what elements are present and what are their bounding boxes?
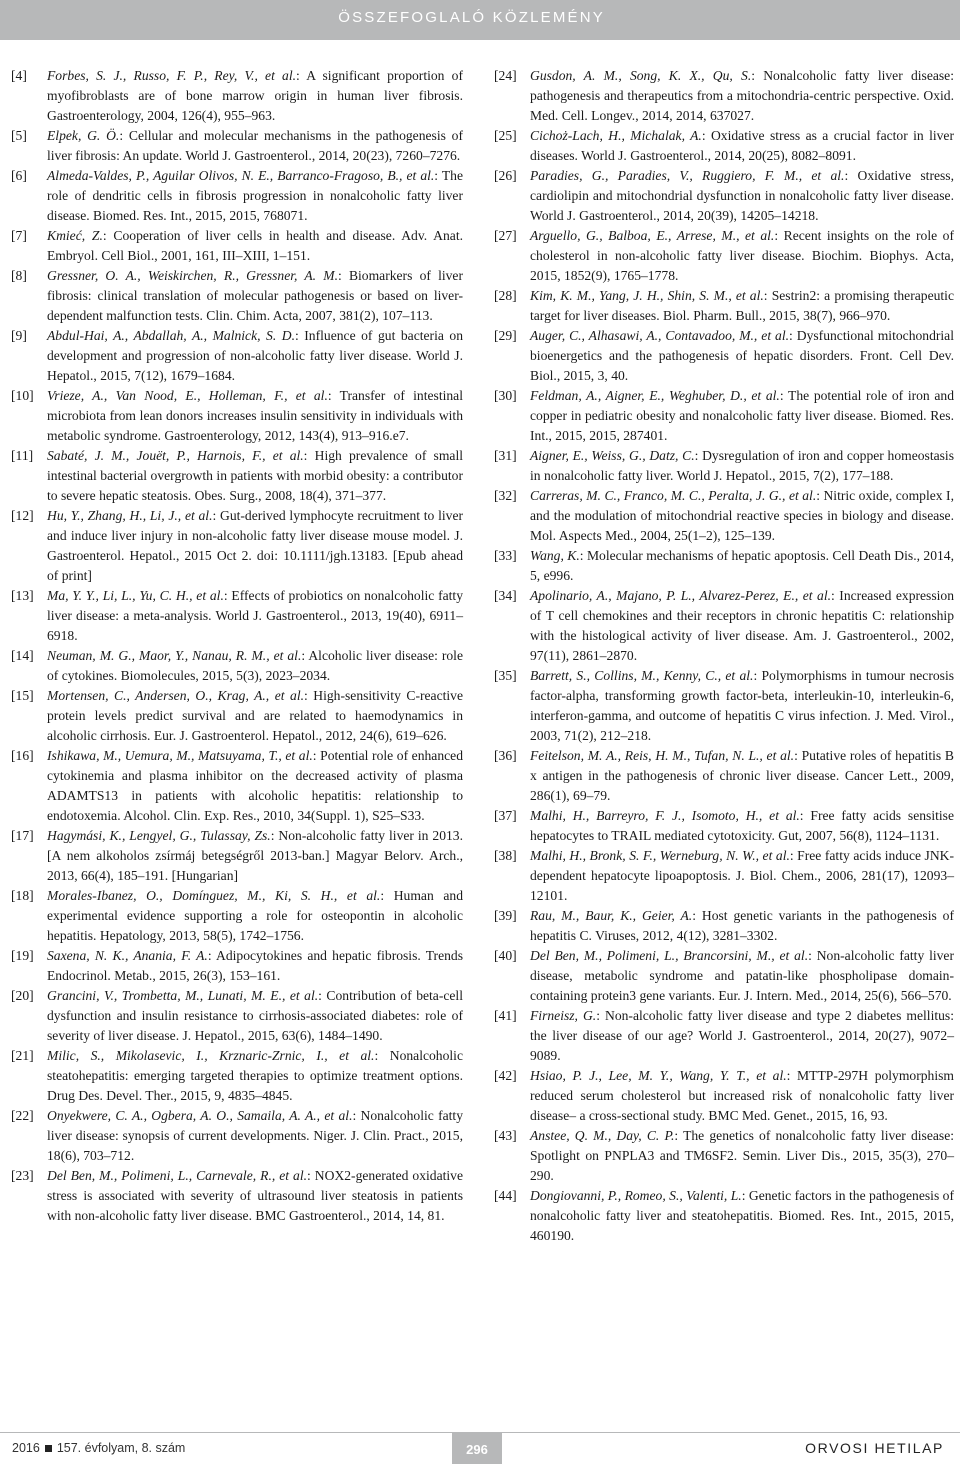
- reference-number: [38]: [494, 848, 517, 863]
- reference-number: [18]: [11, 888, 34, 903]
- reference-text: : Gut-derived lymphocyte recruitment to liver and induce liver injury in non-alcoholic fatty liver disease mouse model. J. Gastroenterol. Hepatol., 2015 Oct 2. doi: 10.1111/jgh.13183. [Epub ahead of print]: [47, 508, 463, 583]
- reference-text: : High-sensitivity C-reactive protein levels predict survival and are related to haemodynamics in alcoholic cirrhosis. Eur. J. Gastroenterol. Hepatol., 2012, 24(6), 619–626.: [47, 688, 463, 743]
- reference-item: [494, 166, 954, 226]
- reference-item: [494, 846, 954, 906]
- footer-issue: 157. évfolyam, 8. szám: [56, 1441, 186, 1455]
- reference-number: [43]: [494, 1128, 517, 1143]
- reference-number: [22]: [11, 1108, 34, 1123]
- reference-item: [11, 886, 463, 946]
- reference-authors: Almeda-Valdes, P., Aguilar Olivos, N. E., Barranco-Fragoso, B., et al.: [47, 168, 435, 183]
- reference-authors: Malhi, H., Barreyro, F. J., Isomoto, H., et al.: [530, 808, 800, 823]
- reference-text: : Potential role of enhanced cytokinemia and plasma inhibitor on the decreased activity of plasma ADAMTS13 in patients with alcoholic hepatitis: relationship to endotoxemia. Alcohol. Clin. Exp. Res., 2010, 34(Suppl. 1), S25–S33.: [47, 748, 464, 823]
- reference-item: [11, 1166, 463, 1226]
- reference-number: [19]: [11, 948, 34, 963]
- reference-number: [33]: [494, 548, 517, 563]
- reference-text: : Polymorphisms in tumour necrosis factor-alpha, transforming growth factor-beta, interleukin-10, interleukin-6, interferon-gamma, and outcome of hepatitis C virus infection. J. Med. Virol., 2003, 71(2), 212–218.: [530, 668, 955, 743]
- reference-number: [8]: [11, 268, 27, 283]
- reference-text: : Increased expression of T cell chemokines and their receptors in chronic hepatitis C: relationship with the histological activity of liver disease. Am. J. Gastroenterol., 2002, 97(11), 2861–2870.: [530, 588, 954, 663]
- reference-authors: Cichoż-Lach, H., Michalak, A.: [530, 128, 702, 143]
- reference-item: [494, 806, 954, 846]
- reference-authors: Grancini, V., Trombetta, M., Lunati, M. E., et al.: [47, 988, 319, 1003]
- reference-authors: Ishikawa, M., Uemura, M., Matsuyama, T., et al.: [47, 748, 313, 763]
- reference-text: : Dysfunctional mitochondrial bioenergetics and the pathogenesis of hepatic disorders. Front. Cell Dev. Biol., 2015, 3, 40.: [530, 328, 954, 383]
- section-header-band: [0, 0, 960, 40]
- reference-authors: Anstee, Q. M., Day, C. P.: [530, 1128, 675, 1143]
- reference-number: [40]: [494, 948, 517, 963]
- reference-number: [21]: [11, 1048, 34, 1063]
- reference-text: : The potential role of iron and copper in pediatric obesity and nonalcoholic fatty liver disease. Biomed. Res. Int., 2015, 2015, 287401.: [530, 388, 955, 443]
- reference-item: [11, 686, 463, 746]
- reference-item: [494, 1006, 954, 1066]
- reference-text: : Non-alcoholic fatty liver disease and type 2 diabetes mellitus: the liver disease of our age? World J. Gastroenterol., 2014, 20(27), 9072–9089.: [530, 1008, 954, 1063]
- reference-authors: Mortensen, C., Andersen, O., Krag, A., et al.: [47, 688, 304, 703]
- reference-number: [14]: [11, 648, 34, 663]
- reference-text: : The genetics of nonalcoholic fatty liver disease: Spotlight on PNPLA3 and TM6SF2. Semin. Liver Dis., 2015, 35(3), 270–290.: [530, 1128, 955, 1183]
- reference-text: : Free fatty acids induce JNK-dependent hepatocyte lipoapoptosis. J. Biol. Chem., 2006, 281(17), 12093–12101.: [530, 848, 955, 903]
- reference-text: : Oxidative stress as a crucial factor in liver diseases. World J. Gastroenterol., 2014, 20(25), 8082–8091.: [530, 128, 954, 163]
- reference-authors: Gressner, O. A., Weiskirchen, R., Gressner, A. M.: [47, 268, 338, 283]
- reference-item: [11, 226, 463, 266]
- reference-authors: Rau, M., Baur, K., Geier, A.: [530, 908, 693, 923]
- reference-text: : Dysregulation of iron and copper homeostasis in nonalcoholic fatty liver. World J. Hepatol., 2015, 7(2), 177–188.: [530, 448, 954, 483]
- reference-authors: Abdul-Hai, A., Abdallah, A., Malnick, S. D.: [47, 328, 295, 343]
- reference-text: : Nitric oxide, complex I, and the modulation of mitochondrial reactive species in biology and disease. Mol. Aspects Med., 2004, 25(1–2), 125–139.: [530, 488, 954, 543]
- reference-item: [494, 126, 954, 166]
- reference-number: [15]: [11, 688, 34, 703]
- reference-authors: Kim, K. M., Yang, J. H., Shin, S. M., et al.: [530, 288, 764, 303]
- reference-text: : Host genetic variants in the pathogenesis of hepatitis C. Viruses, 2012, 4(12), 3281–3302.: [530, 908, 955, 943]
- reference-text: : Nonalcoholic steatohepatitis: emerging targeted therapies to optimize treatment options. Drug Des. Devel. Ther., 2015, 9, 4835–4845.: [47, 1048, 463, 1103]
- reference-text: : Free fatty acids sensitise hepatocytes to TRAIL mediated cytotoxicity. Gut, 2007, 56(8), 1124–1131.: [530, 808, 954, 843]
- reference-text: : Oxidative stress, cardiolipin and mitochondrial dysfunction in nonalcoholic fatty liver disease. World J. Gastroenterol., 2014, 20(39), 14205–14218.: [530, 168, 954, 223]
- section-title: ÖSSZEFOGLALÓ KÖZLEMÉNY: [338, 9, 605, 26]
- reference-text: : Alcoholic liver disease: role of cytokines. Biomolecules, 2015, 5(3), 2023–2034.: [47, 648, 463, 683]
- reference-number: [35]: [494, 668, 517, 683]
- reference-number: [16]: [11, 748, 34, 763]
- reference-item: [11, 986, 463, 1046]
- reference-text: : Cooperation of liver cells in health and disease. Adv. Anat. Embryol. Cell Biol., 2001, 161, III–XIII, 1–151.: [47, 228, 464, 263]
- page-footer: [0, 1432, 960, 1462]
- page-number: 296: [452, 1432, 502, 1464]
- reference-item: [11, 946, 463, 986]
- reference-authors: Neuman, M. G., Maor, Y., Nanau, R. M., et al.: [47, 648, 302, 663]
- reference-item: [11, 646, 463, 686]
- reference-text: : Transfer of intestinal microbiota from lean donors increases insulin sensitivity in individuals with metabolic syndrome. Gastroenterology, 2012, 143(4), 913–916.e7.: [47, 388, 463, 443]
- reference-item: [494, 326, 954, 386]
- reference-authors: Del Ben, M., Polimeni, L., Brancorsini, M., et al.: [530, 948, 809, 963]
- reference-number: [34]: [494, 588, 517, 603]
- reference-text: : Adipocytokines and hepatic fibrosis. Trends Endocrinol. Metab., 2015, 26(3), 153–161.: [47, 948, 463, 983]
- reference-number: [5]: [11, 128, 27, 143]
- reference-item: [11, 506, 463, 586]
- reference-authors: Onyekwere, C. A., Ogbera, A. O., Samaila, A. A., et al.: [47, 1108, 353, 1123]
- reference-text: : Biomarkers of liver fibrosis: clinical translation of molecular pathogenesis or based on liver-dependent malfunction tests. Clin. Chim. Acta, 2007, 381(2), 107–113.: [47, 268, 463, 323]
- reference-authors: Hsiao, P. J., Lee, M. Y., Wang, Y. T., et al.: [530, 1068, 787, 1083]
- reference-authors: Aigner, E., Weiss, G., Datz, C.: [530, 448, 695, 463]
- reference-number: [42]: [494, 1068, 517, 1083]
- reference-text: : Nonalcoholic fatty liver disease: synopsis of current developments. Niger. J. Clin. Pract., 2015, 18(6), 703–712.: [47, 1108, 464, 1163]
- reference-number: [29]: [494, 328, 517, 343]
- reference-authors: Hu, Y., Zhang, H., Li, J., et al.: [47, 508, 213, 523]
- reference-number: [6]: [11, 168, 27, 183]
- reference-authors: Sabaté, J. M., Jouët, P., Harnois, F., et al.: [47, 448, 304, 463]
- reference-number: [9]: [11, 328, 27, 343]
- reference-authors: Gusdon, A. M., Song, K. X., Qu, S.: [530, 68, 752, 83]
- reference-item: [494, 286, 954, 326]
- reference-number: [7]: [11, 228, 27, 243]
- reference-authors: Wang, K.: [530, 548, 580, 563]
- reference-text: : Cellular and molecular mechanisms in the pathogenesis of liver fibrosis: An update. World J. Gastroenterol., 2014, 20(23), 7260–7276.: [47, 128, 463, 163]
- reference-authors: Del Ben, M., Polimeni, L., Carnevale, R., et al.: [47, 1168, 308, 1183]
- reference-authors: Arguello, G., Balboa, E., Arrese, M., et al.: [530, 228, 775, 243]
- reference-number: [27]: [494, 228, 517, 243]
- reference-item: [11, 166, 463, 226]
- reference-item: [11, 746, 463, 826]
- reference-authors: Malhi, H., Bronk, S. F., Werneburg, N. W., et al.: [530, 848, 790, 863]
- reference-item: [494, 586, 954, 666]
- reference-authors: Morales-Ibanez, O., Domínguez, M., Ki, S. H., et al.: [47, 888, 381, 903]
- reference-number: [12]: [11, 508, 34, 523]
- reference-authors: Paradies, G., Paradies, V., Ruggiero, F. M., et al.: [530, 168, 845, 183]
- reference-text: : NOX2-generated oxidative stress is associated with severity of ultrasound liver steatosis in patients with non-alcoholic fatty liver disease. BMC Gastroenterol., 2014, 14, 81.: [47, 1168, 463, 1223]
- reference-authors: Milic, S., Mikolasevic, I., Krznaric-Zrnic, I., et al.: [47, 1048, 375, 1063]
- reference-number: [39]: [494, 908, 517, 923]
- reference-authors: Auger, C., Alhasawi, A., Contavadoo, M., et al.: [530, 328, 790, 343]
- reference-item: [494, 1066, 954, 1126]
- reference-number: [10]: [11, 388, 34, 403]
- reference-text: : A significant proportion of myofibroblasts are of bone marrow origin in human liver fibrosis. Gastroenterology, 2004, 126(4), 955–963.: [47, 68, 464, 123]
- reference-authors: Elpek, G. Ö.: [47, 128, 120, 143]
- reference-text: : Human and experimental evidence supporting a role for osteopontin in alcoholic hepatitis. Hepatology, 2013, 58(5), 1742–1756.: [47, 888, 463, 943]
- reference-item: [494, 1126, 954, 1186]
- references-right-column: [494, 66, 954, 1246]
- reference-authors: Vrieze, A., Van Nood, E., Holleman, F., et al.: [47, 388, 328, 403]
- reference-number: [20]: [11, 988, 34, 1003]
- reference-number: [13]: [11, 588, 34, 603]
- reference-number: [4]: [11, 68, 27, 83]
- reference-number: [17]: [11, 828, 34, 843]
- reference-text: : Genetic factors in the pathogenesis of nonalcoholic fatty liver and steatohepatitis. Biomed. Res. Int., 2015, 2015, 460190.: [530, 1188, 954, 1243]
- reference-authors: Carreras, M. C., Franco, M. C., Peralta, J. G., et al.: [530, 488, 817, 503]
- issue-info: [12, 1441, 185, 1455]
- reference-number: [28]: [494, 288, 517, 303]
- reference-number: [25]: [494, 128, 517, 143]
- reference-text: : The role of dendritic cells in fibrosis progression in nonalcoholic fatty liver disease. Biomed. Res. Int., 2015, 2015, 768071.: [47, 168, 463, 223]
- reference-authors: Forbes, S. J., Russo, F. P., Rey, V., et al.: [47, 68, 297, 83]
- reference-text: : MTTP-297H polymorphism reduced serum cholesterol but increased risk of nonalcoholic fatty liver disease– a cross-sectional study. BMC Med. Genet., 2015, 16, 93.: [530, 1068, 954, 1123]
- reference-text: : Influence of gut bacteria on development and progression of non-alcoholic fatty liver disease. World J. Hepatol., 2015, 7(12), 1679–1684.: [47, 328, 463, 383]
- reference-item: [494, 386, 954, 446]
- reference-text: : High prevalence of small intestinal bacterial overgrowth in patients with morbid obesity: a contributor to severe hepatic steatosis. Obes. Surg., 2008, 18(4), 371–377.: [47, 448, 463, 503]
- reference-authors: Ma, Y. Y., Li, L., Yu, C. H., et al.: [47, 588, 224, 603]
- reference-authors: Dongiovanni, P., Romeo, S., Valenti, L.: [530, 1188, 742, 1203]
- reference-item: [11, 446, 463, 506]
- reference-item: [11, 66, 463, 126]
- reference-number: [44]: [494, 1188, 517, 1203]
- reference-item: [11, 126, 463, 166]
- reference-number: [26]: [494, 168, 517, 183]
- reference-item: [494, 746, 954, 806]
- reference-number: [32]: [494, 488, 517, 503]
- reference-authors: Feldman, A., Aigner, E., Weghuber, D., et al.: [530, 388, 780, 403]
- reference-authors: Firneisz, G.: [530, 1008, 597, 1023]
- reference-item: [494, 1186, 954, 1246]
- reference-authors: Feitelson, M. A., Reis, H. M., Tufan, N. L., et al.: [530, 748, 795, 763]
- reference-text: : Non-alcoholic fatty liver disease, metabolic syndrome and patatin-like phospholipase domain-containing protein3 gene variants. Eur. J. Intern. Med., 2014, 25(6), 566–570.: [530, 948, 954, 1003]
- reference-authors: Barrett, S., Collins, M., Kenny, C., et al.: [530, 668, 754, 683]
- reference-authors: Apolinario, A., Majano, P. L., Alvarez-Perez, E., et al.: [530, 588, 832, 603]
- reference-number: [41]: [494, 1008, 517, 1023]
- reference-item: [494, 666, 954, 746]
- reference-item: [494, 486, 954, 546]
- reference-item: [494, 66, 954, 126]
- reference-text: : Recent insights on the role of cholesterol in non-alcoholic fatty liver disease. Biochim. Biophys. Acta, 2015, 1852(9), 1765–1778.: [530, 228, 954, 283]
- reference-number: [36]: [494, 748, 517, 763]
- reference-text: : Non-alcoholic fatty liver in 2013. [A nem alkoholos zsírmáj betegségről 2013-ban.] Magyar Belorv. Arch., 2013, 66(4), 185–191. [Hungarian]: [47, 828, 463, 883]
- reference-item: [11, 826, 463, 886]
- reference-text: : Sestrin2: a promising therapeutic target for liver diseases. Biol. Pharm. Bull., 2015, 38(7), 966–970.: [530, 288, 954, 323]
- reference-number: [31]: [494, 448, 517, 463]
- reference-number: [24]: [494, 68, 517, 83]
- reference-item: [494, 946, 954, 1006]
- reference-item: [494, 226, 954, 286]
- footer-year: 2016: [12, 1441, 40, 1455]
- reference-text: : Contribution of beta-cell dysfunction and insulin resistance to cirrhosis-associated diabetes: role of severity of liver disease. J. Hepatol., 2015, 63(6), 1484–1490.: [47, 988, 463, 1043]
- reference-text: : Effects of probiotics on nonalcoholic fatty liver disease: a meta-analysis. World J. Gastroenterol., 2013, 19(40), 6911–6918.: [47, 588, 463, 643]
- reference-item: [494, 446, 954, 486]
- reference-text: : Nonalcoholic fatty liver disease: pathogenesis and therapeutics from a mitochondria-centric perspective. Oxid. Med. Cell. Longev., 2014, 2014, 637027.: [530, 68, 954, 123]
- reference-authors: Kmieć, Z.: [47, 228, 103, 243]
- reference-text: : Putative roles of hepatitis B x antigen in the pathogenesis of chronic liver disease. Cancer Lett., 2009, 286(1), 69–79.: [530, 748, 954, 803]
- reference-item: [11, 1046, 463, 1106]
- reference-item: [494, 546, 954, 586]
- reference-item: [11, 266, 463, 326]
- square-separator-icon: [45, 1445, 52, 1452]
- reference-number: [30]: [494, 388, 517, 403]
- reference-authors: Hagymási, K., Lengyel, G., Tulassay, Zs.: [47, 828, 271, 843]
- reference-item: [11, 386, 463, 446]
- reference-text: : Molecular mechanisms of hepatic apoptosis. Cell Death Dis., 2014, 5, e996.: [530, 548, 954, 583]
- references-left-column: [11, 66, 463, 1226]
- reference-number: [37]: [494, 808, 517, 823]
- reference-number: [11]: [11, 448, 34, 463]
- reference-authors: Saxena, N. K., Anania, F. A.: [47, 948, 208, 963]
- reference-item: [11, 586, 463, 646]
- reference-number: [23]: [11, 1168, 34, 1183]
- reference-item: [494, 906, 954, 946]
- reference-item: [11, 1106, 463, 1166]
- reference-item: [11, 326, 463, 386]
- journal-name: ORVOSI HETILAP: [805, 1440, 944, 1456]
